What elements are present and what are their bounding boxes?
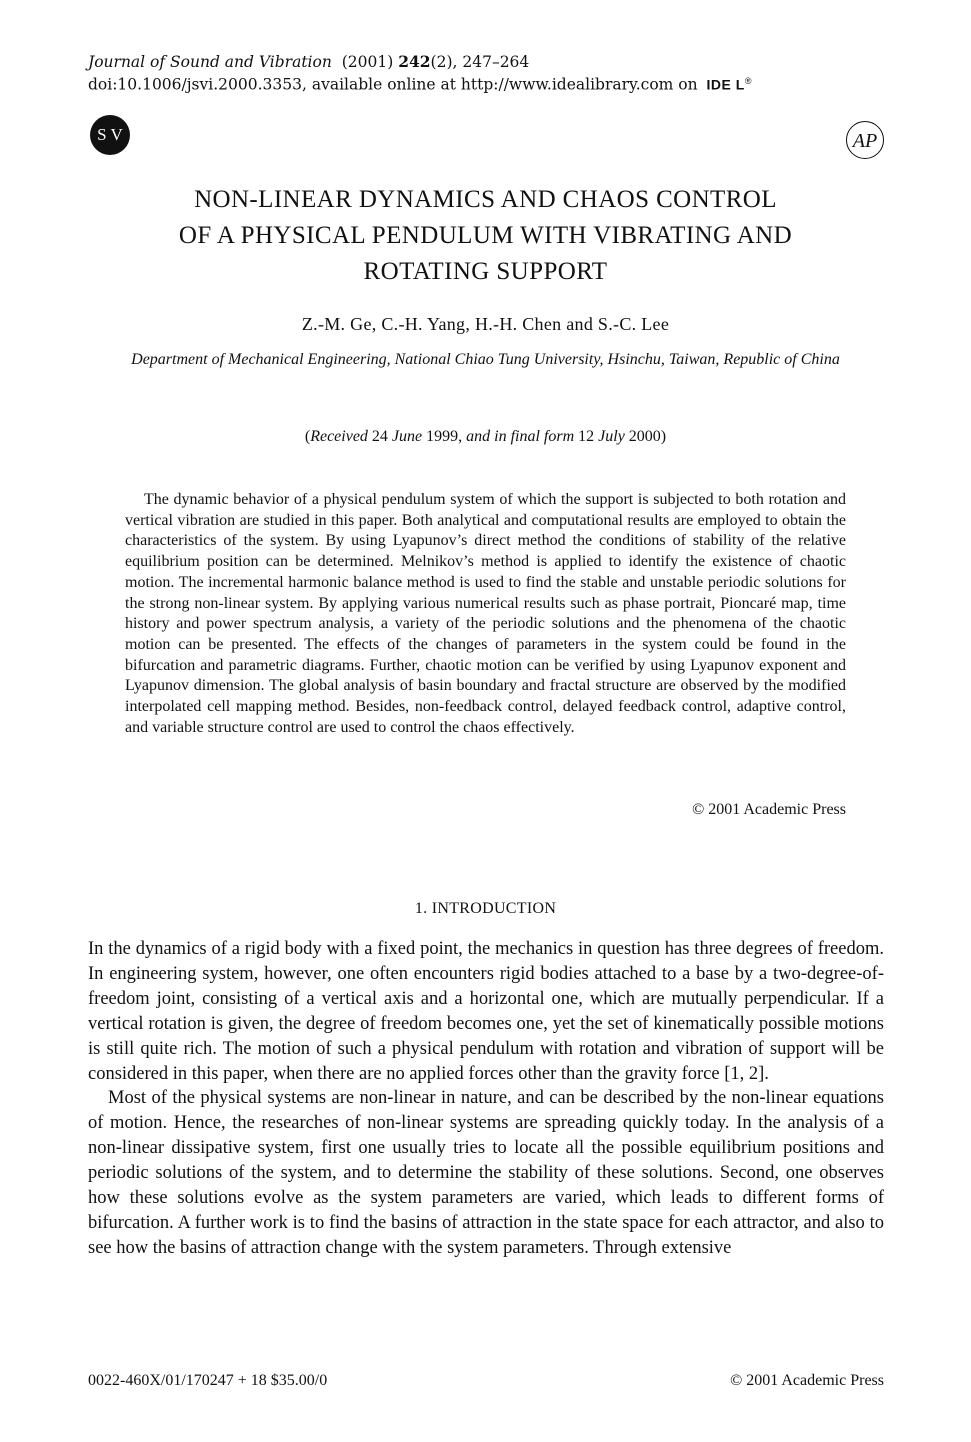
doi-line <box>88 72 752 95</box>
received-year: 1999, <box>422 428 467 445</box>
received-day: 24 <box>367 428 392 445</box>
affiliation: Department of Mechanical Engineering, National Chiao Tung University, Hsinchu, Taiwan, Republic of China <box>131 351 840 368</box>
registered-mark: ® <box>744 76 752 86</box>
abstract-copyright: © 2001 Academic Press <box>692 801 846 818</box>
ideal-logo <box>707 72 752 95</box>
journal-header <box>88 52 752 95</box>
journal-issue-pages: (2), 247–264 <box>430 53 530 71</box>
introduction-body <box>88 937 884 1261</box>
received-label: Received <box>310 428 368 445</box>
received-open-paren: ( <box>304 428 311 445</box>
academic-press-logo: AP <box>846 121 884 159</box>
journal-volume: 242 <box>398 52 431 71</box>
final-month: July <box>598 428 625 445</box>
journal-year: (2001) <box>341 53 394 71</box>
sv-publisher-logo: S V <box>90 115 130 155</box>
received-dates <box>90 428 881 446</box>
footer-copyright: © 2001 Academic Press <box>730 1372 884 1389</box>
abstract: The dynamic behavior of a physical pendulum system of which the support is subjected to both rotation and vertical vibration are studied in this paper. Both analytical and computational results are employed to obtain the characteristics of the system. By using Lyapunov’s direct method the conditions of stability of the relative equilibrium position can be determined. Melnikov’s method is applied to identify the existence of chaotic motion. The incremental harmonic balance method is used to find the stable and unstable periodic solutions for the strong non-linear system. By applying various numerical results such as phase portrait, Pioncaré map, time history and power spectrum analysis, a variety of the periodic solutions and the phenomena of the chaotic motion can be presented. The effects of the changes of parameters in the system could be found in the bifurcation and parametric diagrams. Further, chaotic motion can be verified by using Lyapunov exponent and Lyapunov dimension. The global analysis of basin boundary and fractal structure are observed by the modified interpolated cell mapping method. Besides, non-feedback control, delayed feedback control, adaptive control, and variable structure control are used to control the chaos effectively. <box>125 491 846 736</box>
final-year: 2000) <box>624 428 667 445</box>
title-line: NON-LINEAR DYNAMICS AND CHAOS CONTROL <box>194 186 777 213</box>
section-heading-introduction: 1. INTRODUCTION <box>414 900 557 917</box>
footer-issn: 0022-460X/01/170247 + 18 $35.00/0 <box>88 1372 328 1389</box>
title-line: ROTATING SUPPORT <box>363 258 608 285</box>
paragraph: Most of the physical systems are non-linear in nature, and can be described by the non-linear equations of motion. Hence, the researches of non-linear systems are spreading quickly today. In the analysis of a non-linear dissipative system, first one usually tries to locate all the possible equilibrium positions and periodic solutions of the system, and to determine the stability of these solutions. Second, one observes how these solutions evolve as the system parameters are varied, which leads to different forms of bifurcation. A further work is to find the basins of attraction in the state space for each attractor, and also to see how the basins of attraction change with the system parameters. Through extensive <box>88 1088 884 1258</box>
doi-text: doi:10.1006/jsvi.2000.3353, available online at http://www.idealibrary.com on <box>88 75 698 94</box>
citation-line <box>88 52 752 72</box>
journal-name: Journal of Sound and Vibration <box>88 53 332 71</box>
paper-title <box>90 182 881 290</box>
final-form-label: and in final form <box>466 428 575 445</box>
title-line: OF A PHYSICAL PENDULUM WITH VIBRATING AND <box>178 222 793 249</box>
final-day: 12 <box>574 428 599 445</box>
ideal-logo-text: IDE L <box>706 76 745 93</box>
paragraph: In the dynamics of a rigid body with a fixed point, the mechanics in question has three degrees of freedom. In engineering system, however, one often encounters rigid bodies attached to a base by a two-degree-of-freedom joint, consisting of a vertical axis and a horizontal one, which are mutually perpendicular. If a vertical rotation is given, the degree of freedom becomes one, yet the set of kinematically possible motions is still quite rich. The motion of such a physical pendulum with rotation and vibration of support will be considered in this paper, when there are no applied forces other than the gravity force [1, 2]. <box>88 939 884 1084</box>
authors: Z.-M. Ge, C.-H. Yang, H.-H. Chen and S.-C. Lee <box>301 314 670 334</box>
received-month: June <box>391 428 423 445</box>
